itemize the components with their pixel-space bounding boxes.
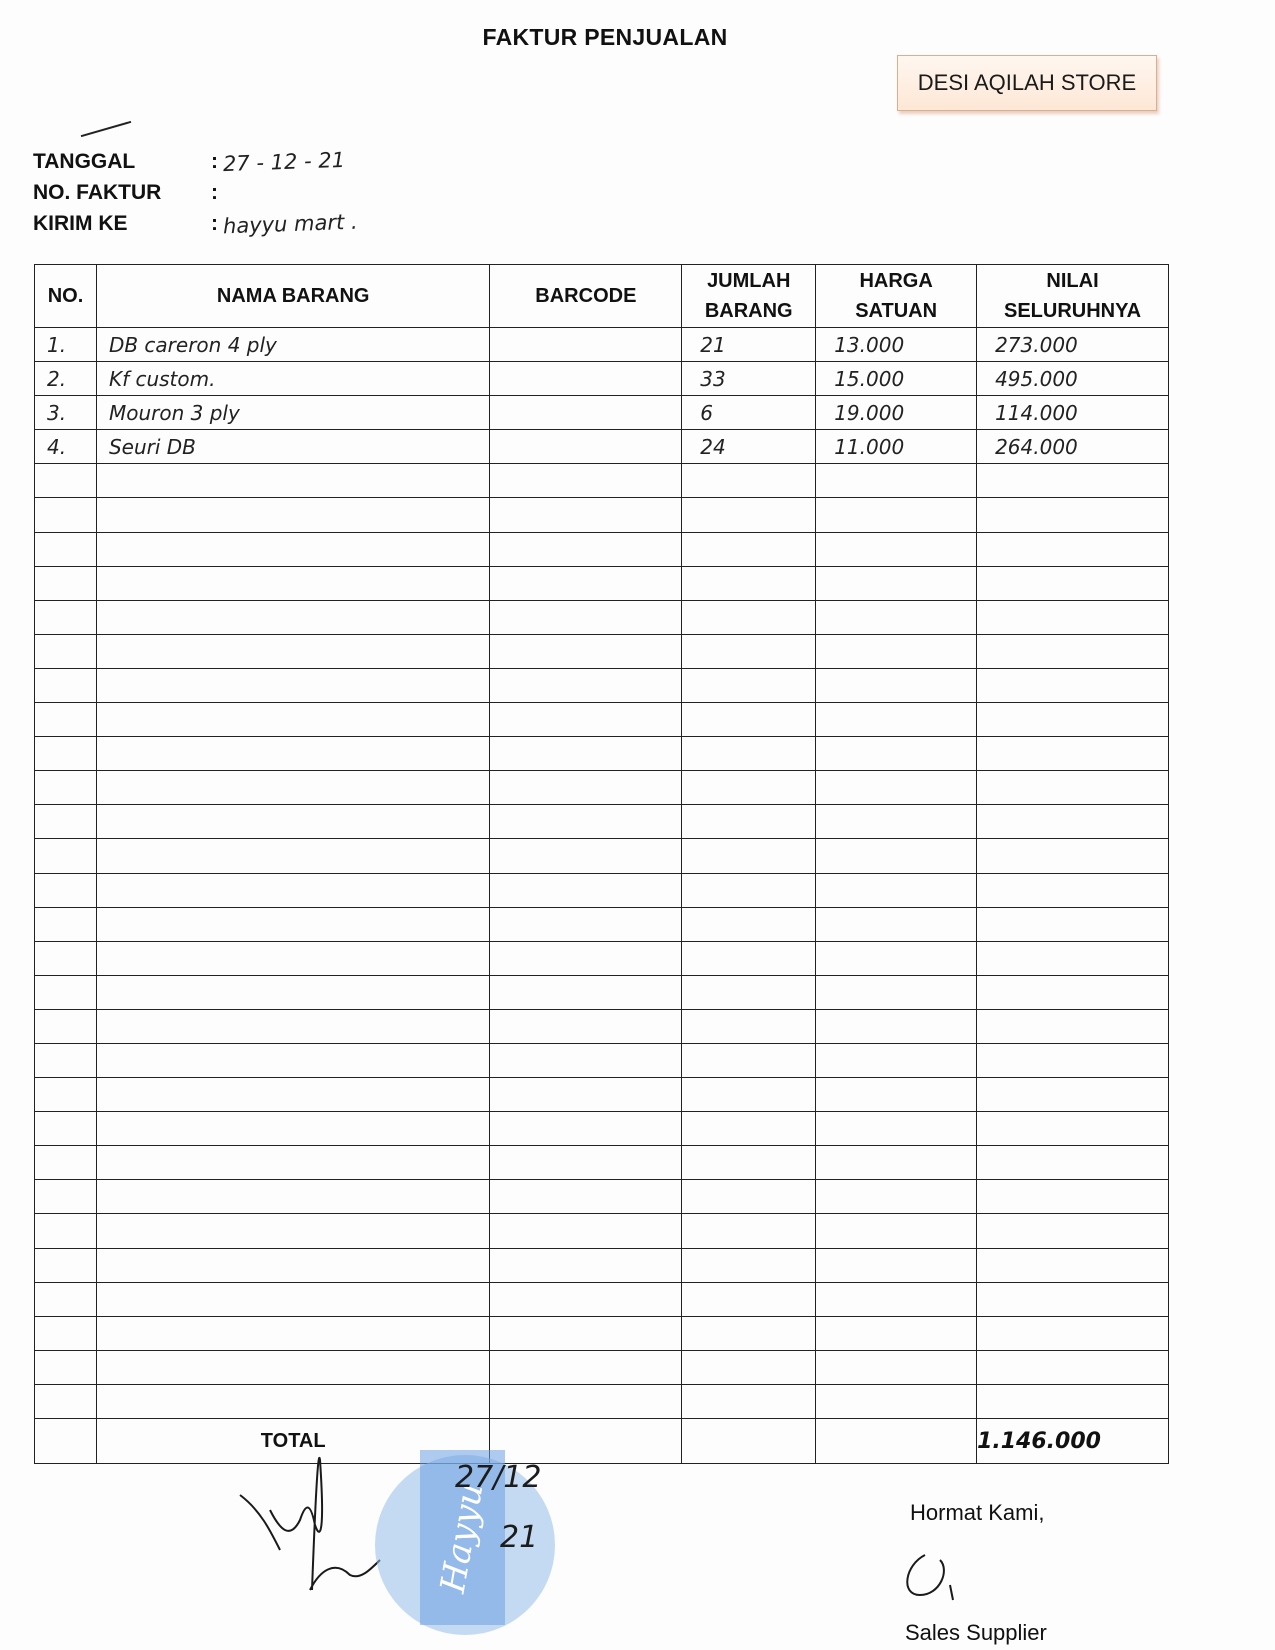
table-row xyxy=(35,600,1169,634)
table-row xyxy=(35,532,1169,566)
cell-jumlah xyxy=(682,600,816,634)
cell-nama xyxy=(96,771,489,805)
kirim-value: hayyu mart . xyxy=(222,209,358,238)
table-row xyxy=(35,1009,1169,1043)
table-row xyxy=(35,771,1169,805)
table-row xyxy=(35,975,1169,1009)
table-row xyxy=(35,668,1169,702)
table-row xyxy=(35,362,1169,396)
cell-harga xyxy=(816,532,977,566)
table-row xyxy=(35,1214,1169,1248)
pen-mark xyxy=(81,121,132,137)
cell-no xyxy=(35,1214,97,1248)
cell-barcode xyxy=(490,1282,682,1316)
cell-harga xyxy=(816,1009,977,1043)
cell-no: 4. xyxy=(35,430,97,464)
cell-barcode xyxy=(490,362,682,396)
cell-barcode xyxy=(490,975,682,1009)
table-row xyxy=(35,1384,1169,1418)
table-row xyxy=(35,907,1169,941)
cell-jumlah xyxy=(682,975,816,1009)
cell-no: 2. xyxy=(35,362,97,396)
table-header-row xyxy=(35,265,1169,328)
cell-no xyxy=(35,1384,97,1418)
cell-no xyxy=(35,668,97,702)
cell-barcode xyxy=(490,1146,682,1180)
cell-nilai xyxy=(977,1112,1169,1146)
cell-nama xyxy=(96,1384,489,1418)
cell-jumlah xyxy=(682,1214,816,1248)
table-row xyxy=(35,498,1169,532)
signer-role: Sales Supplier xyxy=(905,1620,1047,1645)
cell-nilai xyxy=(977,1078,1169,1112)
cell-jumlah xyxy=(682,464,816,498)
cell-nilai xyxy=(977,1043,1169,1077)
cell-jumlah xyxy=(682,634,816,668)
header-harga-satuan: HARGA SATUAN xyxy=(816,265,977,328)
cell-harga xyxy=(816,1078,977,1112)
table-row xyxy=(35,839,1169,873)
cell-no xyxy=(35,771,97,805)
store-name-box: DESI AQILAH STORE xyxy=(897,55,1157,111)
cell-barcode xyxy=(490,1043,682,1077)
cell-nilai xyxy=(977,1214,1169,1248)
cell-nama xyxy=(96,668,489,702)
cell-jumlah xyxy=(682,839,816,873)
cell-nilai: 264.000 xyxy=(977,430,1169,464)
cell-harga xyxy=(816,737,977,771)
table-row xyxy=(35,941,1169,975)
cell-no xyxy=(35,873,97,907)
cell-jumlah xyxy=(682,873,816,907)
cell-no xyxy=(35,498,97,532)
table-row xyxy=(35,328,1169,362)
closing-text: Hormat Kami, xyxy=(910,1500,1045,1525)
cell-barcode xyxy=(490,1384,682,1418)
cell-nama xyxy=(96,1248,489,1282)
cell-nilai xyxy=(977,498,1169,532)
cell-no xyxy=(35,941,97,975)
header-nilai-seluruhnya: NILAI SELURUHNYA xyxy=(977,265,1169,328)
cell-barcode xyxy=(490,532,682,566)
cell-nilai: 273.000 xyxy=(977,328,1169,362)
cell-jumlah xyxy=(682,1112,816,1146)
cell-nama xyxy=(96,1316,489,1350)
table-row xyxy=(35,805,1169,839)
cell-no xyxy=(35,805,97,839)
cell-nilai xyxy=(977,907,1169,941)
cell-jumlah xyxy=(682,1316,816,1350)
cell-barcode xyxy=(490,1112,682,1146)
tanggal-value: 27 - 12 - 21 xyxy=(222,147,346,176)
cell-harga: 19.000 xyxy=(816,396,977,430)
cell-barcode xyxy=(490,1009,682,1043)
cell-no xyxy=(35,737,97,771)
cell-nama xyxy=(96,600,489,634)
cell-nama: Seuri DB xyxy=(96,430,489,464)
cell-harga xyxy=(816,1350,977,1384)
cell-barcode xyxy=(490,600,682,634)
cell-jumlah xyxy=(682,532,816,566)
cell-harga xyxy=(816,1180,977,1214)
cell-nama xyxy=(96,737,489,771)
cell-nilai xyxy=(977,975,1169,1009)
cell-jumlah xyxy=(682,1350,816,1384)
cell-harga xyxy=(816,771,977,805)
cell-barcode xyxy=(490,703,682,737)
cell-no: 3. xyxy=(35,396,97,430)
cell-jumlah xyxy=(682,1078,816,1112)
header-nama-barang: NAMA BARANG xyxy=(96,265,489,328)
cell-jumlah xyxy=(682,771,816,805)
cell-jumlah: 21 xyxy=(682,328,816,362)
cell-jumlah xyxy=(682,1180,816,1214)
cell-harga xyxy=(816,975,977,1009)
cell-jumlah xyxy=(682,907,816,941)
cell-barcode xyxy=(490,634,682,668)
cell-jumlah xyxy=(682,668,816,702)
cell-nama xyxy=(96,634,489,668)
cell-nilai xyxy=(977,1350,1169,1384)
meta-row-kirim: KIRIM KE : hayyu mart . xyxy=(33,209,358,238)
cell-nilai xyxy=(977,634,1169,668)
cell-jumlah xyxy=(682,1043,816,1077)
cell-jumlah xyxy=(682,1248,816,1282)
cell-barcode xyxy=(490,941,682,975)
cell-no xyxy=(35,1282,97,1316)
cell-jumlah: 6 xyxy=(682,396,816,430)
table-row xyxy=(35,1350,1169,1384)
cell-nilai xyxy=(977,1009,1169,1043)
table-row xyxy=(35,464,1169,498)
cell-no xyxy=(35,1350,97,1384)
header-no: NO. xyxy=(35,265,97,328)
table-row xyxy=(35,566,1169,600)
cell-barcode xyxy=(490,396,682,430)
cell-barcode xyxy=(490,907,682,941)
cell-jumlah xyxy=(682,566,816,600)
table-row xyxy=(35,1112,1169,1146)
cell-nilai xyxy=(977,1180,1169,1214)
cell-jumlah xyxy=(682,1282,816,1316)
cell-nama xyxy=(96,1180,489,1214)
cell-no xyxy=(35,464,97,498)
cell-barcode xyxy=(490,430,682,464)
cell-nama xyxy=(96,1214,489,1248)
cell-barcode xyxy=(490,1214,682,1248)
cell-no xyxy=(35,1146,97,1180)
cell-harga xyxy=(816,1214,977,1248)
cell-barcode xyxy=(490,668,682,702)
table-row xyxy=(35,1043,1169,1077)
table-row xyxy=(35,1146,1169,1180)
cell-no xyxy=(35,1112,97,1146)
cell-harga: 15.000 xyxy=(816,362,977,396)
cell-harga xyxy=(816,839,977,873)
cell-nama xyxy=(96,1282,489,1316)
cell-nilai xyxy=(977,1384,1169,1418)
cell-no xyxy=(35,1009,97,1043)
cell-harga xyxy=(816,1384,977,1418)
cell-barcode xyxy=(490,839,682,873)
cell-no xyxy=(35,907,97,941)
cell-harga xyxy=(816,668,977,702)
cell-nilai xyxy=(977,771,1169,805)
cell-barcode xyxy=(490,1180,682,1214)
items-table xyxy=(34,264,1169,1464)
kirim-label: KIRIM KE xyxy=(33,211,128,235)
cell-nilai xyxy=(977,532,1169,566)
cell-barcode xyxy=(490,1350,682,1384)
table-row xyxy=(35,1248,1169,1282)
cell-barcode xyxy=(490,566,682,600)
cell-no xyxy=(35,839,97,873)
cell-jumlah xyxy=(682,737,816,771)
cell-nilai xyxy=(977,566,1169,600)
cell-nilai xyxy=(977,873,1169,907)
cell-nama xyxy=(96,805,489,839)
supplier-signature xyxy=(895,1550,965,1610)
cell-nama xyxy=(96,1112,489,1146)
cell-harga xyxy=(816,805,977,839)
cell-nama xyxy=(96,464,489,498)
cell-barcode xyxy=(490,771,682,805)
cell-harga xyxy=(816,1043,977,1077)
cell-no xyxy=(35,703,97,737)
cell-harga xyxy=(816,600,977,634)
cell-nama xyxy=(96,1146,489,1180)
cell-no xyxy=(35,600,97,634)
invoice-meta xyxy=(33,146,358,239)
table-row xyxy=(35,430,1169,464)
table-row xyxy=(35,1316,1169,1350)
cell-nilai xyxy=(977,1316,1169,1350)
table-row xyxy=(35,703,1169,737)
cell-jumlah xyxy=(682,1146,816,1180)
cell-nilai: 495.000 xyxy=(977,362,1169,396)
cell-harga xyxy=(816,941,977,975)
cell-barcode xyxy=(490,464,682,498)
cell-harga xyxy=(816,1112,977,1146)
header-jumlah-barang: JUMLAH BARANG xyxy=(682,265,816,328)
cell-nama xyxy=(96,498,489,532)
cell-jumlah xyxy=(682,1009,816,1043)
cell-harga xyxy=(816,1282,977,1316)
cell-nilai xyxy=(977,464,1169,498)
cell-barcode xyxy=(490,328,682,362)
cell-nilai xyxy=(977,805,1169,839)
cell-harga xyxy=(816,1316,977,1350)
cell-harga xyxy=(816,703,977,737)
cell-nilai xyxy=(977,600,1169,634)
cell-no xyxy=(35,975,97,1009)
cell-no xyxy=(35,1248,97,1282)
cell-nilai xyxy=(977,1248,1169,1282)
cell-harga xyxy=(816,464,977,498)
cell-barcode xyxy=(490,498,682,532)
cell-nama xyxy=(96,873,489,907)
stamp-date-year: 21 xyxy=(500,1520,539,1555)
cell-nilai xyxy=(977,941,1169,975)
cell-nama xyxy=(96,703,489,737)
cell-nama: Mouron 3 ply xyxy=(96,396,489,430)
cell-nilai: 114.000 xyxy=(977,396,1169,430)
meta-row-faktur: NO. FAKTUR : xyxy=(33,180,218,204)
receiver-stamp-signature xyxy=(220,1450,580,1650)
cell-barcode xyxy=(490,873,682,907)
cell-nilai xyxy=(977,839,1169,873)
cell-harga xyxy=(816,566,977,600)
cell-nama xyxy=(96,566,489,600)
cell-nama xyxy=(96,839,489,873)
cell-nama xyxy=(96,941,489,975)
total-label: TOTAL xyxy=(96,1419,489,1464)
cell-nama xyxy=(96,975,489,1009)
cell-harga xyxy=(816,1248,977,1282)
cell-jumlah: 33 xyxy=(682,362,816,396)
cell-no xyxy=(35,1180,97,1214)
tanggal-label: TANGGAL xyxy=(33,149,136,173)
cell-harga: 13.000 xyxy=(816,328,977,362)
table-row xyxy=(35,737,1169,771)
cell-nama xyxy=(96,1009,489,1043)
table-row xyxy=(35,873,1169,907)
cell-jumlah xyxy=(682,703,816,737)
table-row xyxy=(35,396,1169,430)
cell-harga: 11.000 xyxy=(816,430,977,464)
cell-barcode xyxy=(490,1316,682,1350)
cell-barcode xyxy=(490,1078,682,1112)
cell-no xyxy=(35,1078,97,1112)
cell-jumlah xyxy=(682,805,816,839)
cell-barcode xyxy=(490,737,682,771)
cell-nama xyxy=(96,1078,489,1112)
cell-jumlah xyxy=(682,498,816,532)
cell-harga xyxy=(816,1146,977,1180)
cell-harga xyxy=(816,907,977,941)
faktur-label: NO. FAKTUR xyxy=(33,180,162,204)
total-value: 1.146.000 xyxy=(977,1419,1169,1464)
cell-jumlah xyxy=(682,941,816,975)
cell-no: 1. xyxy=(35,328,97,362)
header-barcode: BARCODE xyxy=(490,265,682,328)
table-row xyxy=(35,634,1169,668)
cell-nama xyxy=(96,1350,489,1384)
cell-nama: DB careron 4 ply xyxy=(96,328,489,362)
meta-row-tanggal: TANGGAL : 27 - 12 - 21 xyxy=(33,147,346,176)
cell-nama xyxy=(96,532,489,566)
cell-nilai xyxy=(977,737,1169,771)
table-row xyxy=(35,1078,1169,1112)
document-title: FAKTUR PENJUALAN xyxy=(482,24,728,50)
cell-harga xyxy=(816,873,977,907)
table-row xyxy=(35,1180,1169,1214)
cell-no xyxy=(35,1316,97,1350)
cell-harga xyxy=(816,498,977,532)
stamp-text: Hayyu xyxy=(433,1479,492,1596)
stamp-date: 27/12 xyxy=(455,1460,542,1495)
cell-jumlah: 24 xyxy=(682,430,816,464)
cell-harga xyxy=(816,634,977,668)
cell-no xyxy=(35,532,97,566)
cell-no xyxy=(35,566,97,600)
cell-nilai xyxy=(977,1146,1169,1180)
cell-nilai xyxy=(977,668,1169,702)
cell-no xyxy=(35,1043,97,1077)
cell-nilai xyxy=(977,703,1169,737)
cell-nama: Kf custom. xyxy=(96,362,489,396)
cell-nilai xyxy=(977,1282,1169,1316)
cell-no xyxy=(35,634,97,668)
cell-nama xyxy=(96,907,489,941)
cell-nama xyxy=(96,1043,489,1077)
cell-barcode xyxy=(490,1248,682,1282)
table-row xyxy=(35,1282,1169,1316)
cell-jumlah xyxy=(682,1384,816,1418)
cell-barcode xyxy=(490,805,682,839)
total-row xyxy=(35,1419,1169,1464)
